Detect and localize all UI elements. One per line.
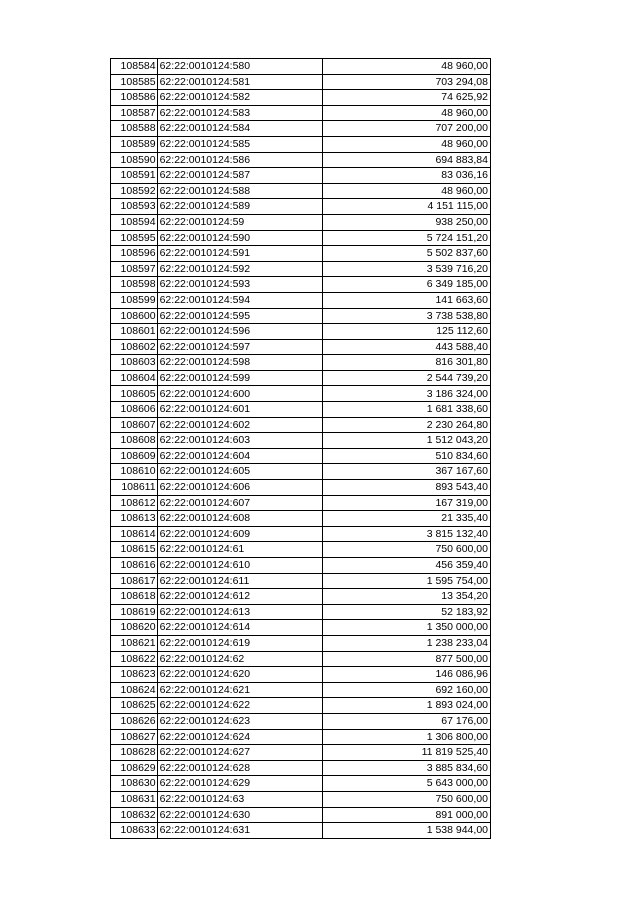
cadastral-number-cell: 62:22:0010124:628	[157, 760, 323, 776]
cadastral-value-cell: 750 600,00	[323, 542, 491, 558]
row-number-cell: 108614	[111, 526, 158, 542]
row-number-cell: 108608	[111, 433, 158, 449]
cadastral-value-cell: 48 960,00	[323, 136, 491, 152]
cadastral-number-cell: 62:22:0010124:610	[157, 558, 323, 574]
cadastral-number-cell: 62:22:0010124:601	[157, 402, 323, 418]
table-row	[111, 823, 491, 839]
cadastral-value-cell: 52 183,92	[323, 604, 491, 620]
row-number-cell: 108630	[111, 776, 158, 792]
row-number-cell: 108633	[111, 823, 158, 839]
row-number-cell: 108628	[111, 745, 158, 761]
table-row	[111, 230, 491, 246]
cadastral-number-cell: 62:22:0010124:582	[157, 90, 323, 106]
row-number-cell: 108626	[111, 713, 158, 729]
row-number-cell: 108601	[111, 324, 158, 340]
table-row	[111, 573, 491, 589]
cadastral-number-cell: 62:22:0010124:597	[157, 339, 323, 355]
row-number-cell: 108622	[111, 651, 158, 667]
cadastral-value-cell: 1 512 043,20	[323, 433, 491, 449]
row-number-cell: 108597	[111, 261, 158, 277]
cadastral-number-cell: 62:22:0010124:581	[157, 74, 323, 90]
row-number-cell: 108611	[111, 480, 158, 496]
row-number-cell: 108606	[111, 402, 158, 418]
cadastral-value-cell: 167 319,00	[323, 495, 491, 511]
cadastral-value-cell: 3 885 834,60	[323, 760, 491, 776]
cadastral-number-cell: 62:22:0010124:623	[157, 713, 323, 729]
cadastral-number-cell: 62:22:0010124:596	[157, 324, 323, 340]
cadastral-number-cell: 62:22:0010124:580	[157, 59, 323, 75]
cadastral-value-cell: 11 819 525,40	[323, 745, 491, 761]
row-number-cell: 108624	[111, 682, 158, 698]
table-row	[111, 526, 491, 542]
cadastral-number-cell: 62:22:0010124:614	[157, 620, 323, 636]
cadastral-value-cell: 877 500,00	[323, 651, 491, 667]
cadastral-number-cell: 62:22:0010124:611	[157, 573, 323, 589]
cadastral-number-cell: 62:22:0010124:629	[157, 776, 323, 792]
row-number-cell: 108586	[111, 90, 158, 106]
row-number-cell: 108616	[111, 558, 158, 574]
row-number-cell: 108594	[111, 214, 158, 230]
row-number-cell: 108593	[111, 199, 158, 215]
cadastral-value-cell: 1 538 944,00	[323, 823, 491, 839]
cadastral-value-cell: 125 112,60	[323, 324, 491, 340]
table-row	[111, 807, 491, 823]
table-row	[111, 620, 491, 636]
table-row	[111, 667, 491, 683]
cadastral-number-cell: 62:22:0010124:613	[157, 604, 323, 620]
table-row	[111, 277, 491, 293]
table-row	[111, 183, 491, 199]
table-row	[111, 604, 491, 620]
cadastral-value-cell: 694 883,84	[323, 152, 491, 168]
cadastral-value-cell: 750 600,00	[323, 791, 491, 807]
cadastral-number-cell: 62:22:0010124:624	[157, 729, 323, 745]
cadastral-value-cell: 13 354,20	[323, 589, 491, 605]
row-number-cell: 108592	[111, 183, 158, 199]
row-number-cell: 108609	[111, 448, 158, 464]
row-number-cell: 108619	[111, 604, 158, 620]
cadastral-value-cell: 1 350 000,00	[323, 620, 491, 636]
table-row	[111, 558, 491, 574]
cadastral-number-cell: 62:22:0010124:63	[157, 791, 323, 807]
row-number-cell: 108595	[111, 230, 158, 246]
cadastral-value-cell: 2 544 739,20	[323, 370, 491, 386]
cadastral-value-cell: 510 834,60	[323, 448, 491, 464]
cadastral-number-cell: 62:22:0010124:631	[157, 823, 323, 839]
table-row	[111, 433, 491, 449]
cadastral-value-cell: 893 543,40	[323, 480, 491, 496]
table-row	[111, 464, 491, 480]
table-row	[111, 651, 491, 667]
cadastral-value-cell: 146 086,96	[323, 667, 491, 683]
row-number-cell: 108590	[111, 152, 158, 168]
cadastral-number-cell: 62:22:0010124:612	[157, 589, 323, 605]
row-number-cell: 108607	[111, 417, 158, 433]
row-number-cell: 108603	[111, 355, 158, 371]
cadastral-number-cell: 62:22:0010124:584	[157, 121, 323, 137]
row-number-cell: 108627	[111, 729, 158, 745]
cadastral-value-cell: 67 176,00	[323, 713, 491, 729]
row-number-cell: 108612	[111, 495, 158, 511]
table-row	[111, 121, 491, 137]
table-row	[111, 417, 491, 433]
cadastral-number-cell: 62:22:0010124:606	[157, 480, 323, 496]
row-number-cell: 108613	[111, 511, 158, 527]
table-row	[111, 370, 491, 386]
row-number-cell: 108621	[111, 635, 158, 651]
cadastral-value-cell: 5 502 837,60	[323, 246, 491, 262]
cadastral-number-cell: 62:22:0010124:588	[157, 183, 323, 199]
row-number-cell: 108599	[111, 292, 158, 308]
cadastral-number-cell: 62:22:0010124:594	[157, 292, 323, 308]
cadastral-value-cell: 1 238 233,04	[323, 635, 491, 651]
table-row	[111, 542, 491, 558]
cadastral-value-cell: 6 349 185,00	[323, 277, 491, 293]
table-row	[111, 760, 491, 776]
table-row	[111, 74, 491, 90]
table-row	[111, 214, 491, 230]
table-row	[111, 324, 491, 340]
row-number-cell: 108631	[111, 791, 158, 807]
cadastral-value-cell: 1 595 754,00	[323, 573, 491, 589]
row-number-cell: 108602	[111, 339, 158, 355]
cadastral-number-cell: 62:22:0010124:61	[157, 542, 323, 558]
cadastral-value-cell: 1 893 024,00	[323, 698, 491, 714]
table-row	[111, 386, 491, 402]
row-number-cell: 108618	[111, 589, 158, 605]
row-number-cell: 108615	[111, 542, 158, 558]
table-row	[111, 745, 491, 761]
table-row	[111, 199, 491, 215]
table-row	[111, 682, 491, 698]
row-number-cell: 108605	[111, 386, 158, 402]
cadastral-value-cell: 48 960,00	[323, 59, 491, 75]
table-row	[111, 495, 491, 511]
cadastral-value-cell: 1 681 338,60	[323, 402, 491, 418]
cadastral-number-cell: 62:22:0010124:592	[157, 261, 323, 277]
cadastral-number-cell: 62:22:0010124:585	[157, 136, 323, 152]
row-number-cell: 108600	[111, 308, 158, 324]
row-number-cell: 108625	[111, 698, 158, 714]
table-row	[111, 152, 491, 168]
row-number-cell: 108623	[111, 667, 158, 683]
cadastral-number-cell: 62:22:0010124:599	[157, 370, 323, 386]
table-row	[111, 635, 491, 651]
cadastral-value-cell: 5 643 000,00	[323, 776, 491, 792]
row-number-cell: 108584	[111, 59, 158, 75]
cadastral-number-cell: 62:22:0010124:603	[157, 433, 323, 449]
row-number-cell: 108585	[111, 74, 158, 90]
table-row	[111, 713, 491, 729]
cadastral-number-cell: 62:22:0010124:609	[157, 526, 323, 542]
cadastral-number-cell: 62:22:0010124:600	[157, 386, 323, 402]
cadastral-number-cell: 62:22:0010124:608	[157, 511, 323, 527]
cadastral-value-cell: 703 294,08	[323, 74, 491, 90]
cadastral-number-cell: 62:22:0010124:602	[157, 417, 323, 433]
cadastral-value-cell: 48 960,00	[323, 183, 491, 199]
table-row	[111, 448, 491, 464]
table-row	[111, 402, 491, 418]
cadastral-value-cell: 692 160,00	[323, 682, 491, 698]
table-body	[111, 59, 491, 839]
table-row	[111, 246, 491, 262]
cadastral-number-cell: 62:22:0010124:62	[157, 651, 323, 667]
cadastral-value-cell: 48 960,00	[323, 105, 491, 121]
cadastral-value-cell: 938 250,00	[323, 214, 491, 230]
cadastral-value-cell: 83 036,16	[323, 168, 491, 184]
table-row	[111, 261, 491, 277]
cadastral-number-cell: 62:22:0010124:598	[157, 355, 323, 371]
cadastral-number-cell: 62:22:0010124:589	[157, 199, 323, 215]
table-row	[111, 791, 491, 807]
cadastral-number-cell: 62:22:0010124:593	[157, 277, 323, 293]
table-row	[111, 136, 491, 152]
row-number-cell: 108587	[111, 105, 158, 121]
cadastral-value-cell: 456 359,40	[323, 558, 491, 574]
row-number-cell: 108620	[111, 620, 158, 636]
row-number-cell: 108596	[111, 246, 158, 262]
cadastral-number-cell: 62:22:0010124:587	[157, 168, 323, 184]
table-row	[111, 776, 491, 792]
cadastral-number-cell: 62:22:0010124:630	[157, 807, 323, 823]
table-row	[111, 698, 491, 714]
table-row	[111, 355, 491, 371]
table-row	[111, 729, 491, 745]
table-row	[111, 292, 491, 308]
cadastral-number-cell: 62:22:0010124:59	[157, 214, 323, 230]
cadastral-number-cell: 62:22:0010124:627	[157, 745, 323, 761]
cadastral-value-cell: 3 738 538,80	[323, 308, 491, 324]
table-row	[111, 168, 491, 184]
row-number-cell: 108617	[111, 573, 158, 589]
table-row	[111, 339, 491, 355]
cadastral-value-cell: 707 200,00	[323, 121, 491, 137]
cadastral-value-cell: 21 335,40	[323, 511, 491, 527]
cadastral-value-cell: 3 815 132,40	[323, 526, 491, 542]
row-number-cell: 108604	[111, 370, 158, 386]
cadastral-number-cell: 62:22:0010124:591	[157, 246, 323, 262]
cadastral-value-cell: 1 306 800,00	[323, 729, 491, 745]
table-row	[111, 589, 491, 605]
row-number-cell: 108632	[111, 807, 158, 823]
cadastral-number-cell: 62:22:0010124:604	[157, 448, 323, 464]
cadastral-value-cell: 3 186 324,00	[323, 386, 491, 402]
cadastral-number-cell: 62:22:0010124:595	[157, 308, 323, 324]
row-number-cell: 108589	[111, 136, 158, 152]
cadastral-value-cell: 367 167,60	[323, 464, 491, 480]
cadastral-number-cell: 62:22:0010124:621	[157, 682, 323, 698]
table-row	[111, 90, 491, 106]
row-number-cell: 108591	[111, 168, 158, 184]
row-number-cell: 108610	[111, 464, 158, 480]
table-row	[111, 308, 491, 324]
cadastral-number-cell: 62:22:0010124:605	[157, 464, 323, 480]
cadastral-value-cell: 5 724 151,20	[323, 230, 491, 246]
row-number-cell: 108598	[111, 277, 158, 293]
table-row	[111, 480, 491, 496]
cadastral-value-cell: 141 663,60	[323, 292, 491, 308]
cadastral-value-cell: 74 625,92	[323, 90, 491, 106]
cadastral-value-cell: 2 230 264,80	[323, 417, 491, 433]
cadastral-value-cell: 3 539 716,20	[323, 261, 491, 277]
table-row	[111, 59, 491, 75]
cadastral-number-cell: 62:22:0010124:607	[157, 495, 323, 511]
cadastral-value-table	[110, 58, 491, 839]
row-number-cell: 108588	[111, 121, 158, 137]
cadastral-number-cell: 62:22:0010124:620	[157, 667, 323, 683]
cadastral-number-cell: 62:22:0010124:590	[157, 230, 323, 246]
table-row	[111, 511, 491, 527]
cadastral-value-cell: 891 000,00	[323, 807, 491, 823]
cadastral-number-cell: 62:22:0010124:583	[157, 105, 323, 121]
row-number-cell: 108629	[111, 760, 158, 776]
cadastral-number-cell: 62:22:0010124:619	[157, 635, 323, 651]
cadastral-number-cell: 62:22:0010124:622	[157, 698, 323, 714]
cadastral-value-cell: 816 301,80	[323, 355, 491, 371]
cadastral-value-cell: 443 588,40	[323, 339, 491, 355]
cadastral-number-cell: 62:22:0010124:586	[157, 152, 323, 168]
table-row	[111, 105, 491, 121]
cadastral-value-cell: 4 151 115,00	[323, 199, 491, 215]
